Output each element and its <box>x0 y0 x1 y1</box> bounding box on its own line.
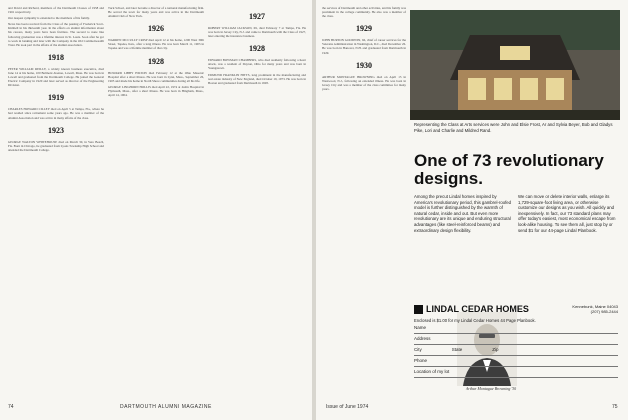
left-column-2 <box>108 6 204 398</box>
order-coupon <box>414 318 618 378</box>
right-page-number: 75 <box>612 404 618 410</box>
state-field[interactable]: State <box>451 347 463 352</box>
lot-location-field[interactable] <box>414 369 618 378</box>
city-state-zip-row <box>414 347 618 356</box>
class-year-heading: 1919 <box>48 93 64 103</box>
class-year-heading: 1923 <box>48 125 64 135</box>
obit-paragraph: PETER WILLIAM REILLY, a widely known business executive, died June 14 at his home, 100 Belmont Avenue, Lowell, Mass. He was born in Lowell and graduated from the Dartmouth College. He joined the General Electric Company in 1920 and later served as director of the Engineering Division. <box>8 66 104 88</box>
name-field[interactable] <box>414 325 618 334</box>
obit-paragraph: GEORGE LINGHORN HOLLIS died April 22, 1974 at Joslin Hospital in Plymouth, Mass., after a short illness. He was born in Hingham, Mass., April 14, 1904. <box>108 84 204 98</box>
class-year-heading: 1928 <box>249 44 265 54</box>
obit-paragraph: Our deepest sympathy is extended to the members of his family. <box>8 16 90 21</box>
house-illustration <box>410 10 620 120</box>
portrait-caption: Arthur Montague Browning '30 <box>465 386 517 391</box>
obit-paragraph: Tuck School, and later became a director of a national manufacturing firm. He served the town for many years and was active in the Dartmouth Alumni Club of New York. <box>108 6 204 19</box>
coupon-intro: Enclosed is $1.00 for my Lindal Cedar Homes 44 Page Planbook. <box>414 318 536 323</box>
obit-paragraph: GEORGE WALTON WHITEHOUSE died on March 30, in Vero Beach, Fla. Born in Chicago, he graduated from Lyons Township High School and attended the Dartmouth College. <box>8 139 104 152</box>
obit-paragraph: HOWARD LIBBY HILTON died February 12 at the Ohio Masonic Hospital after a short illness. He was born in Lynn, Mass., September 26, 1905 and made his home in North Shore communities during all his life. <box>108 70 204 83</box>
obit-paragraph: EDMUND FRANKLIN HITTS, long prominent in the manufacturing and real estate industry of New England, died October 19, 1973. He was born in Boston and graduated from Dartmouth in 1928. <box>208 72 306 85</box>
left-column-1 <box>8 6 104 398</box>
brand-name: LINDAL CEDAR HOMES <box>426 304 529 314</box>
right-column-1 <box>322 6 406 306</box>
obit-paragraph: JOHN BURTON GOODWIN, 66, chief of career services for the Veterans Administration in Washington, D.C., died December 26. He was born in Hanover, N.H. and graduated from Dartmouth in 1929. <box>322 38 406 55</box>
phone-field-label: Phone <box>414 358 428 363</box>
class-year-heading: 1918 <box>48 52 64 62</box>
obit-paragraph: and David and Richard, members of the Dartmouth Classes of 1958 and 1961 respectively. <box>8 6 104 15</box>
phone-field[interactable] <box>414 358 618 367</box>
ad-headline: One of 73 revolutionary designs. <box>414 151 604 188</box>
issue-footer: Issue of June 1974 <box>326 404 369 410</box>
magazine-footer: DARTMOUTH ALUMNI MAGAZINE <box>120 404 212 410</box>
obit-paragraph: News has been received from the Class of the passing of Frederick Scott-Kimbell in his thirteenth year. In the efforts on alumni information about his careers, many years have been fruitless. The second to none like following graduation was a lifetime interest in St. Louis. Soon after he got to work in banking and later with the Company in the Old Commonwealth Trust. He took part in the affairs of the alumni association. <box>8 22 104 47</box>
ad-phone: (207) 985-2444 <box>590 309 618 314</box>
class-year-heading: 1926 <box>148 24 164 34</box>
obit-paragraph: ROBERT WILLIAM JACKSON, 69, died February 7 at Tampa, Fla. He was born in Jersey City, N.J. and came to Dartmouth with the Class of 1927, later entering the insurance business. <box>208 26 306 39</box>
ad-house-photo <box>410 10 620 120</box>
ad-body-left: Among the precut Lindal homes inspired by America's revolutionary period, this gambrel-roofed model is further distinguished by the warmth of natural cedar, inside and out. But even more revolutionary are its unique and enduring structural advantages (like steel-reinforced beams) and extraordinary design flexibility. <box>414 194 512 233</box>
class-year-heading: 1928 <box>148 56 164 66</box>
zip-field[interactable]: Zip <box>492 347 499 352</box>
obit-paragraph: WARREN MCCULLY CRISP died April 12 at his home, 1200 West 39th Street, Topeka, Kan., after a long illness. He was born March 11, 1903 in Topeka and was a lifetime member of that city. <box>108 38 204 51</box>
class-year-heading: 1927 <box>249 12 265 21</box>
obit-paragraph: ARTHUR MONTAGUE BROWNING died on April 15 in Westwood, N.J., following an extended illness. He was born in Jersey City and was a member of the class committee for many years. <box>322 74 406 91</box>
lot-location-label: Location of my lot <box>414 369 450 374</box>
lindal-logo <box>414 304 534 316</box>
lindal-logo-mark-icon <box>414 305 423 314</box>
address-field[interactable] <box>414 336 618 345</box>
class-year-heading: 1930 <box>356 60 372 70</box>
city-field[interactable]: City <box>414 347 422 352</box>
obit-paragraph: the services of Dartmouth and other activities, and his family was prominent in the college community. He also was a member of the class. <box>322 6 406 19</box>
left-column-3 <box>208 6 306 398</box>
obit-paragraph: CHARLES HOWARD CILLEY died on April 5 at Tampa, Fla., where he had resided since retirement some years ago. He was a member of the Alumni Association and was active in many affairs of the class. <box>8 107 104 120</box>
obit-paragraph: EDWARD BOWMAN CHAMBERS, who died suddenly following a heart attack, was a resident of Dayton, Ohio for many years and was born in Youngstown. <box>208 58 306 71</box>
left-page-number: 74 <box>8 404 14 410</box>
ad-sidebar-text: Representing the Class at Arts services were John and Elsie Frost, Ar and Sylvia Beyer, Bob and Gladys Pike, Lori and Charlie and Mildred Rand. <box>414 122 613 133</box>
ad-body-right: We can move or delete interior walls, enlarge its 1,729-square-foot living area, or otherwise customize our designs as you wish. All quickly and inexpensively. In fact, our 73 standard plans may offer today's easiest, most economical escape from look-alike housing. To see them all, just stop by or send $1 for our 44-page Lindal Planbook. <box>518 194 616 233</box>
ad-address: Kennebunk, Maine 04043 <box>572 304 618 309</box>
name-field-label: Name <box>414 325 427 330</box>
class-year-heading: 1929 <box>356 24 372 34</box>
ad-contact <box>540 304 618 316</box>
address-field-label: Address <box>414 336 431 341</box>
